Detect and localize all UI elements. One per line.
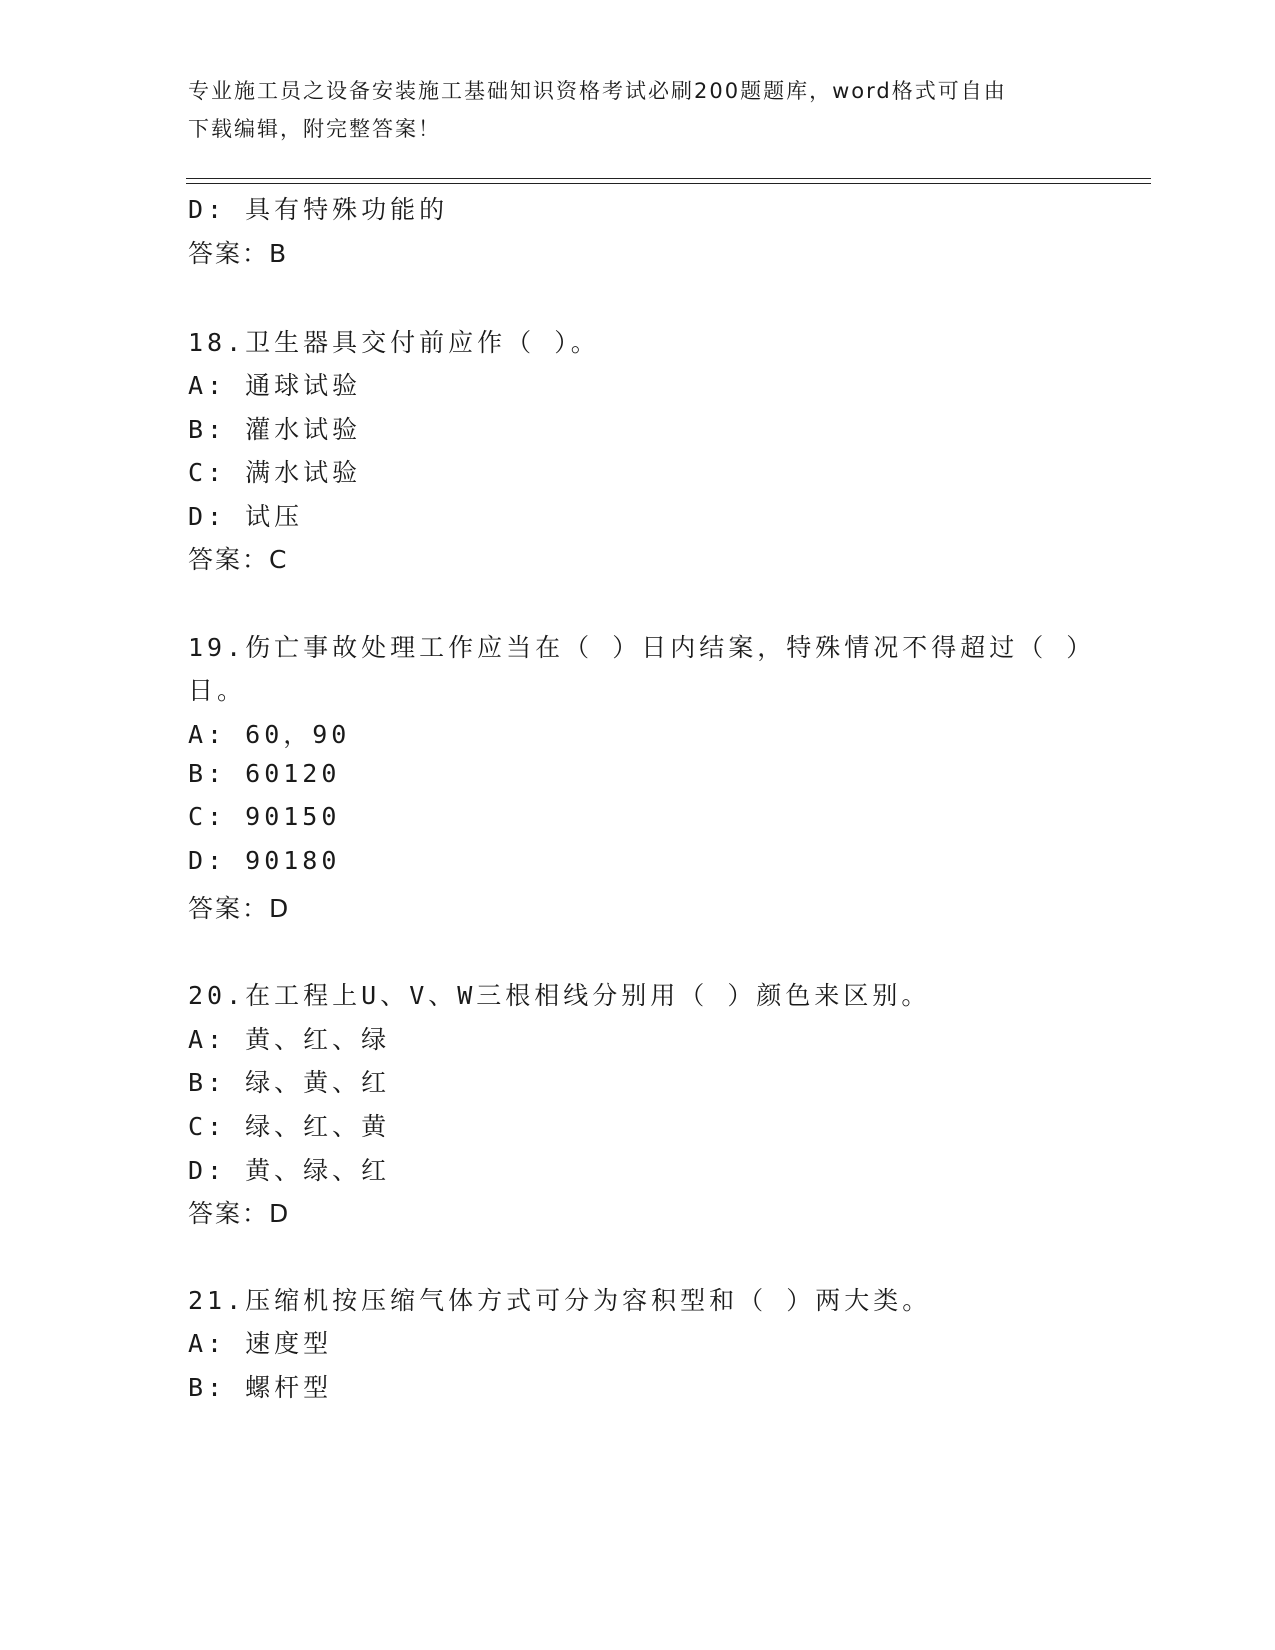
option-b: B: 绿、黄、红 <box>188 1068 391 1097</box>
answer-label: 答案：D <box>188 894 291 923</box>
question-stem: 21.压缩机按压缩气体方式可分为容积型和（ ）两大类。 <box>188 1286 932 1315</box>
option-a: A: 60，90 <box>188 720 351 749</box>
option-c: C: 绿、红、黄 <box>188 1112 391 1141</box>
option-d: D: 90180 <box>188 846 341 875</box>
option-d: D: 具有特殊功能的 <box>188 195 449 224</box>
option-d: D: 黄、绿、红 <box>188 1156 391 1185</box>
question-stem: 18.卫生器具交付前应作（ ）。 <box>188 328 600 357</box>
header-divider-bottom <box>186 183 1151 184</box>
option-a: A: 速度型 <box>188 1329 333 1358</box>
option-c: C: 满水试验 <box>188 458 362 487</box>
question-stem-continued: 日。 <box>188 676 247 705</box>
option-b: B: 螺杆型 <box>188 1373 333 1402</box>
option-b: B: 60120 <box>188 759 341 788</box>
option-c: C: 90150 <box>188 802 341 831</box>
document-header <box>188 72 1088 148</box>
option-a: A: 通球试验 <box>188 371 362 400</box>
answer-label: 答案：C <box>188 545 289 574</box>
question-stem: 19.伤亡事故处理工作应当在（ ）日内结案，特殊情况不得超过（ ） <box>188 633 1096 662</box>
question-stem: 20.在工程上U、V、W三根相线分别用（ ）颜色来区别。 <box>188 981 931 1010</box>
answer-label: 答案：B <box>188 239 289 268</box>
answer-label: 答案：D <box>188 1199 291 1228</box>
header-divider-top <box>186 178 1151 179</box>
header-line-1: 专业施工员之设备安装施工基础知识资格考试必刷200题题库，word格式可自由 <box>188 79 1007 103</box>
header-line-2: 下载编辑，附完整答案！ <box>188 117 441 141</box>
option-d: D: 试压 <box>188 502 304 531</box>
option-b: B: 灌水试验 <box>188 415 362 444</box>
option-a: A: 黄、红、绿 <box>188 1025 391 1054</box>
